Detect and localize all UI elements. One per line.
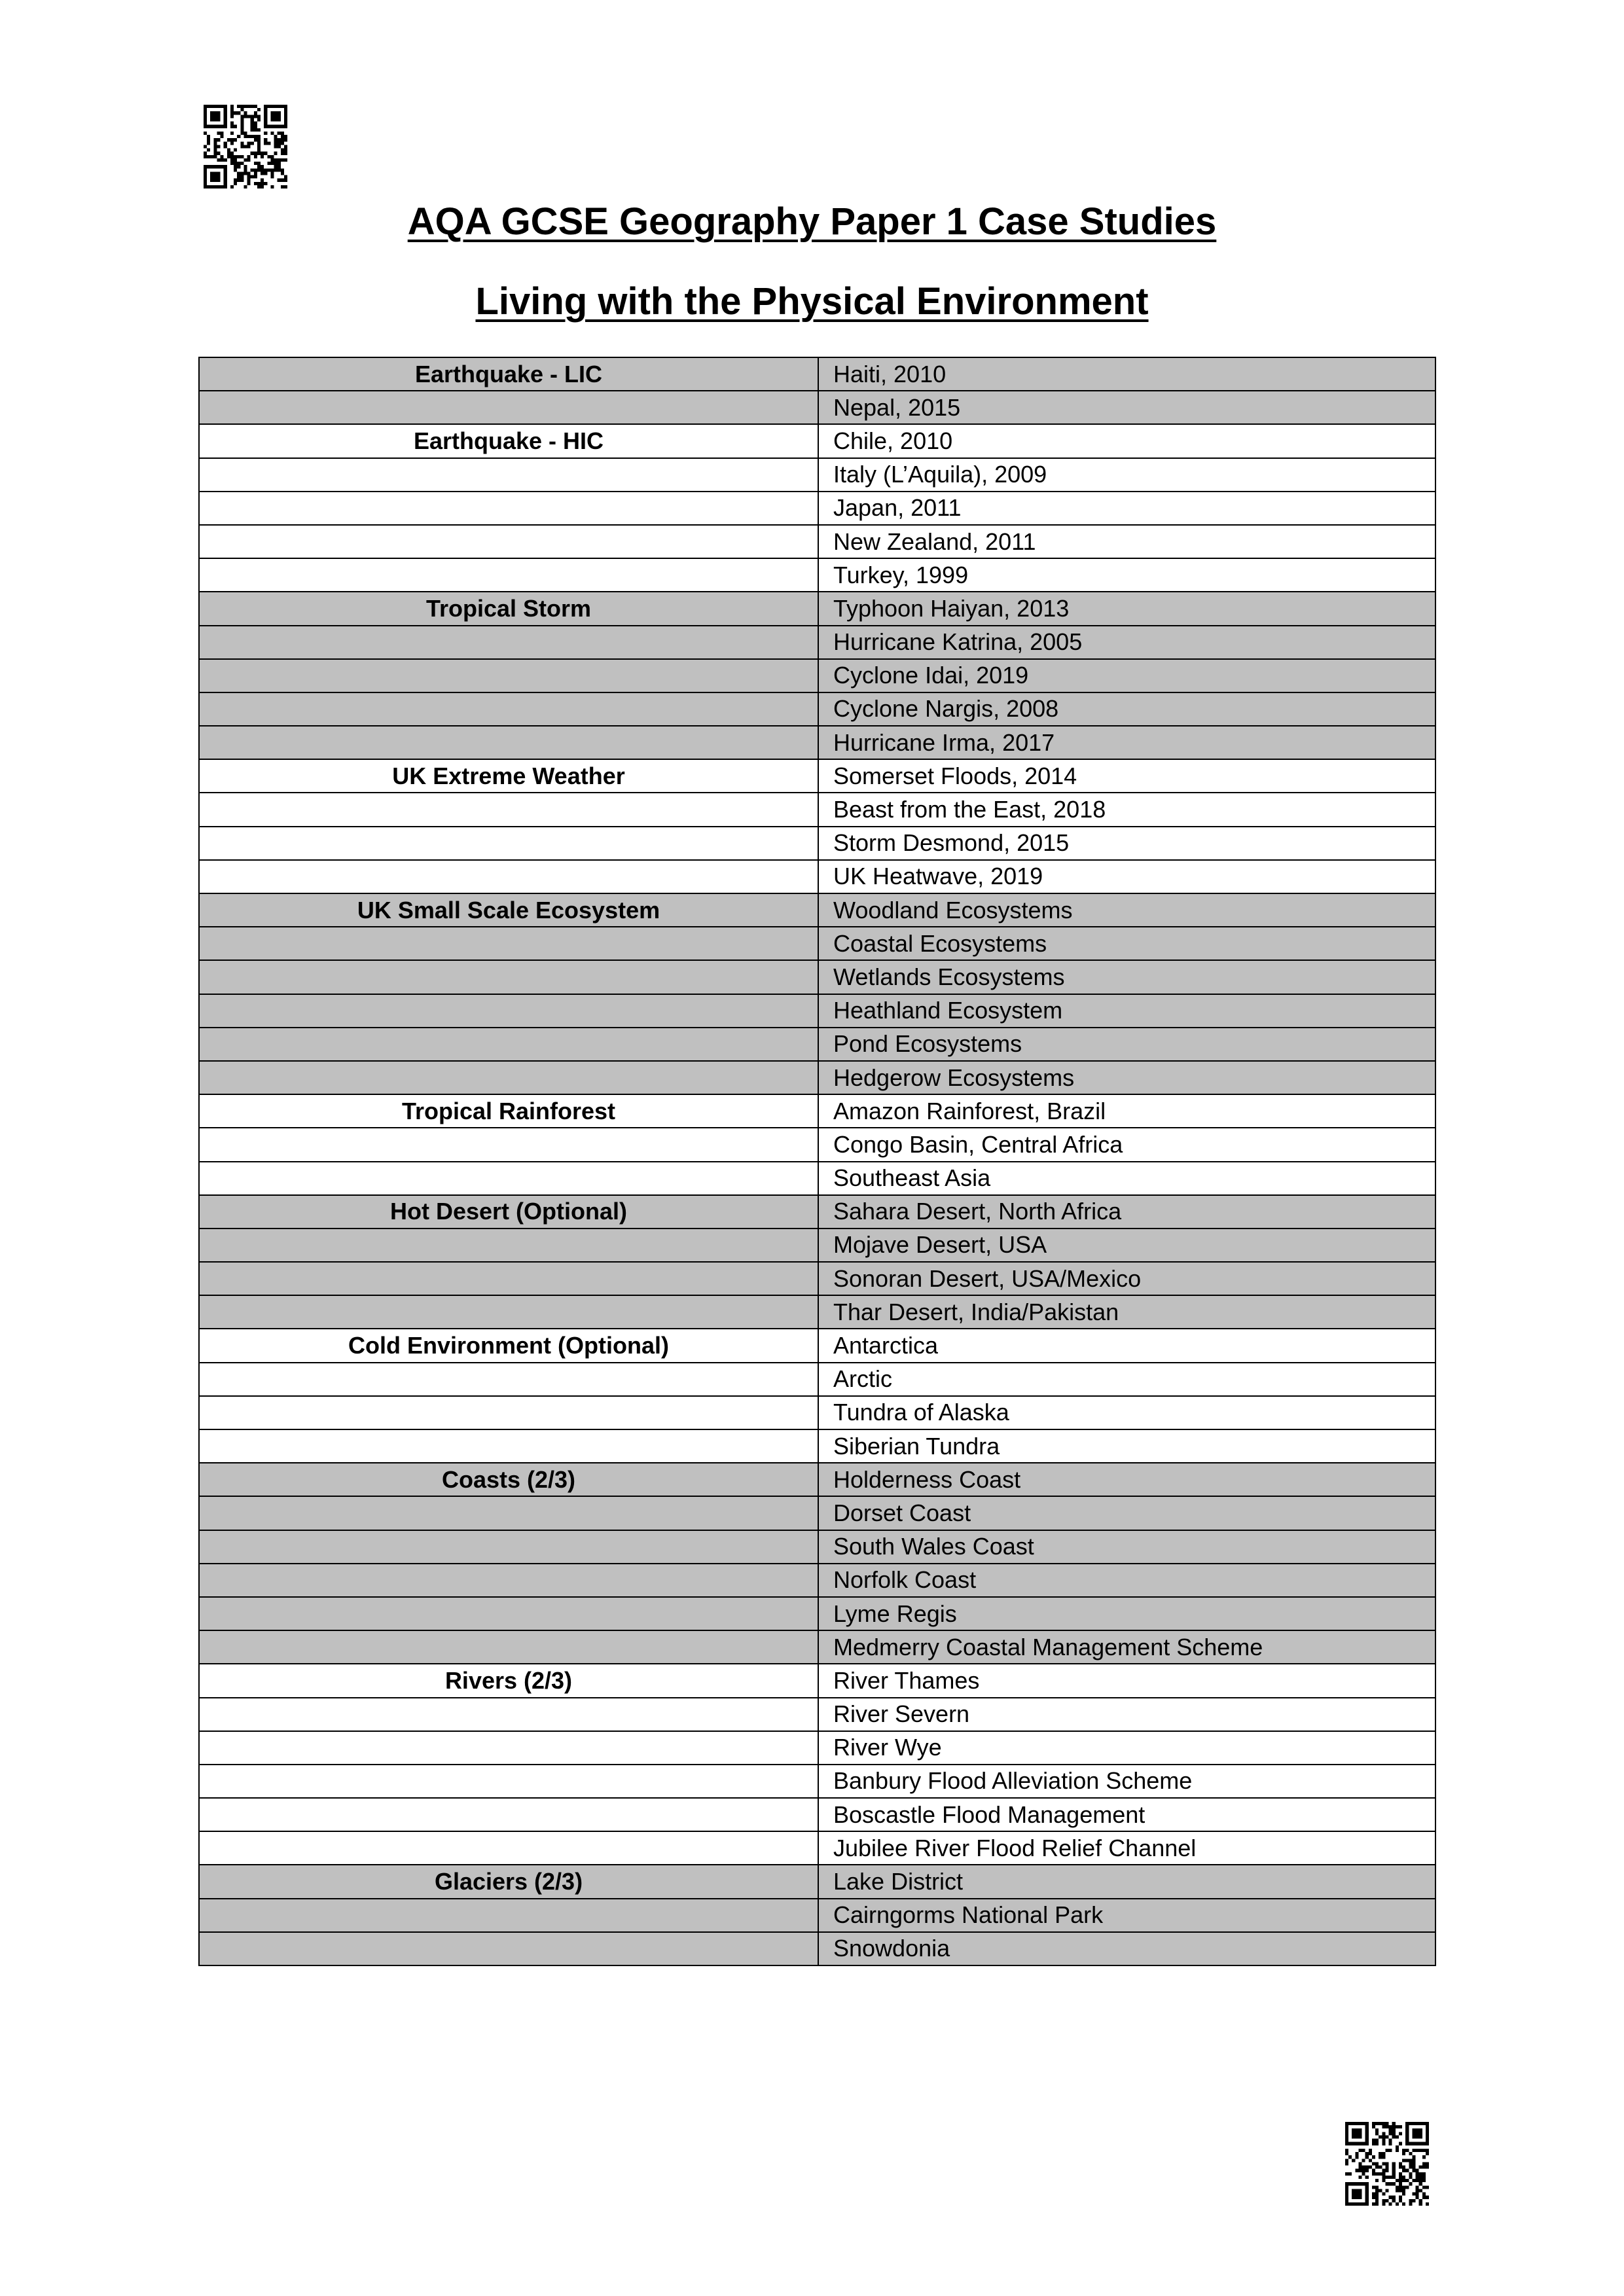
topic-cell: Tropical Storm <box>199 592 818 625</box>
topic-cell-empty <box>199 1798 818 1831</box>
page-subtitle: Living with the Physical Environment <box>475 280 1149 323</box>
case-study-cell: River Wye <box>818 1731 1435 1765</box>
case-study-cell: Siberian Tundra <box>818 1429 1435 1463</box>
table-row <box>199 1363 1435 1396</box>
topic-cell-empty <box>199 1028 818 1061</box>
table-row <box>199 1429 1435 1463</box>
table-row <box>199 759 1435 793</box>
topic-cell: Coasts (2/3) <box>199 1463 818 1496</box>
topic-cell-empty <box>199 726 818 759</box>
case-study-cell: Snowdonia <box>818 1932 1435 1965</box>
topic-cell-empty <box>199 492 818 525</box>
topic-cell-empty <box>199 1765 818 1798</box>
topic-cell-empty <box>199 1162 818 1195</box>
table-row <box>199 994 1435 1028</box>
topic-cell-empty <box>199 1295 818 1329</box>
case-study-cell: Cyclone Idai, 2019 <box>818 659 1435 692</box>
table-row <box>199 525 1435 558</box>
case-study-cell: Typhoon Haiyan, 2013 <box>818 592 1435 625</box>
topic-cell-empty <box>199 1530 818 1564</box>
table-row <box>199 1262 1435 1295</box>
table-row <box>199 1329 1435 1362</box>
table-row <box>199 1899 1435 1932</box>
case-study-cell: Holderness Coast <box>818 1463 1435 1496</box>
table-row <box>199 1664 1435 1697</box>
topic-cell-empty <box>199 558 818 592</box>
case-study-cell: Sahara Desert, North Africa <box>818 1195 1435 1229</box>
topic-cell-empty <box>199 1630 818 1664</box>
topic-cell: Cold Environment (Optional) <box>199 1329 818 1362</box>
topic-cell: Hot Desert (Optional) <box>199 1195 818 1229</box>
case-study-cell: Dorset Coast <box>818 1496 1435 1530</box>
table-row <box>199 726 1435 759</box>
topic-cell-empty <box>199 793 818 826</box>
case-study-cell: Amazon Rainforest, Brazil <box>818 1094 1435 1128</box>
topic-cell: Earthquake - HIC <box>199 424 818 457</box>
case-study-cell: Nepal, 2015 <box>818 391 1435 424</box>
table-row <box>199 626 1435 659</box>
table-row <box>199 1798 1435 1831</box>
table-row <box>199 357 1435 391</box>
case-study-cell: Wetlands Ecosystems <box>818 960 1435 994</box>
topic-cell-empty <box>199 1831 818 1865</box>
topic-cell-empty <box>199 692 818 726</box>
case-study-cell: Antarctica <box>818 1329 1435 1362</box>
table-row <box>199 1061 1435 1094</box>
case-study-cell: Lake District <box>818 1865 1435 1898</box>
topic-cell-empty <box>199 391 818 424</box>
case-study-cell: Beast from the East, 2018 <box>818 793 1435 826</box>
table-row <box>199 1831 1435 1865</box>
case-study-cell: Heathland Ecosystem <box>818 994 1435 1028</box>
topic-cell-empty <box>199 1698 818 1731</box>
table-row <box>199 1765 1435 1798</box>
topic-cell-empty <box>199 525 818 558</box>
qr-code-icon <box>204 105 287 188</box>
case-study-cell: Woodland Ecosystems <box>818 893 1435 927</box>
case-study-cell: River Severn <box>818 1698 1435 1731</box>
table-row <box>199 1229 1435 1262</box>
topic-cell-empty <box>199 626 818 659</box>
case-study-cell: Haiti, 2010 <box>818 357 1435 391</box>
topic-cell: Earthquake - LIC <box>199 357 818 391</box>
case-study-cell: Chile, 2010 <box>818 424 1435 457</box>
topic-cell: UK Extreme Weather <box>199 759 818 793</box>
case-study-cell: Norfolk Coast <box>818 1564 1435 1597</box>
topic-cell-empty <box>199 927 818 960</box>
topic-cell-empty <box>199 1128 818 1161</box>
table-row <box>199 1396 1435 1429</box>
case-study-cell: Jubilee River Flood Relief Channel <box>818 1831 1435 1865</box>
table-row <box>199 424 1435 457</box>
case-study-cell: Banbury Flood Alleviation Scheme <box>818 1765 1435 1798</box>
table-row <box>199 793 1435 826</box>
case-study-cell: Lyme Regis <box>818 1597 1435 1630</box>
table-row <box>199 458 1435 492</box>
topic-cell-empty <box>199 1932 818 1965</box>
topic-cell-empty <box>199 1229 818 1262</box>
table-row <box>199 860 1435 893</box>
table-row <box>199 1195 1435 1229</box>
case-study-cell: Arctic <box>818 1363 1435 1396</box>
topic-cell-empty <box>199 1429 818 1463</box>
topic-cell-empty <box>199 659 818 692</box>
case-study-cell: Congo Basin, Central Africa <box>818 1128 1435 1161</box>
case-study-cell: Southeast Asia <box>818 1162 1435 1195</box>
table-row <box>199 659 1435 692</box>
table-row <box>199 1630 1435 1664</box>
table-row <box>199 391 1435 424</box>
case-studies-table-body <box>199 357 1435 1965</box>
table-row <box>199 1698 1435 1731</box>
topic-cell-empty <box>199 1899 818 1932</box>
table-row <box>199 1496 1435 1530</box>
page-title: AQA GCSE Geography Paper 1 Case Studies <box>407 200 1217 243</box>
case-study-cell: Somerset Floods, 2014 <box>818 759 1435 793</box>
case-study-cell: Japan, 2011 <box>818 492 1435 525</box>
case-study-cell: River Thames <box>818 1664 1435 1697</box>
case-studies-table <box>198 357 1436 1966</box>
table-row <box>199 492 1435 525</box>
table-row <box>199 1094 1435 1128</box>
table-row <box>199 960 1435 994</box>
table-row <box>199 1295 1435 1329</box>
table-row <box>199 1162 1435 1195</box>
topic-cell-empty <box>199 994 818 1028</box>
case-study-cell: Tundra of Alaska <box>818 1396 1435 1429</box>
qr-code-icon <box>1345 2122 1429 2206</box>
table-row <box>199 1564 1435 1597</box>
case-study-cell: Cyclone Nargis, 2008 <box>818 692 1435 726</box>
topic-cell-empty <box>199 860 818 893</box>
topic-cell-empty <box>199 1396 818 1429</box>
topic-cell-empty <box>199 960 818 994</box>
case-study-cell: Italy (L’Aquila), 2009 <box>818 458 1435 492</box>
case-study-cell: Hurricane Katrina, 2005 <box>818 626 1435 659</box>
topic-cell: Tropical Rainforest <box>199 1094 818 1128</box>
table-row <box>199 927 1435 960</box>
case-study-cell: Pond Ecosystems <box>818 1028 1435 1061</box>
table-row <box>199 893 1435 927</box>
case-study-cell: Cairngorms National Park <box>818 1899 1435 1932</box>
case-study-cell: Sonoran Desert, USA/Mexico <box>818 1262 1435 1295</box>
table-row <box>199 558 1435 592</box>
case-study-cell: New Zealand, 2011 <box>818 525 1435 558</box>
case-study-cell: UK Heatwave, 2019 <box>818 860 1435 893</box>
case-study-cell: Hedgerow Ecosystems <box>818 1061 1435 1094</box>
topic-cell: UK Small Scale Ecosystem <box>199 893 818 927</box>
table-row <box>199 1865 1435 1898</box>
topic-cell-empty <box>199 1496 818 1530</box>
table-row <box>199 827 1435 860</box>
case-study-cell: Medmerry Coastal Management Scheme <box>818 1630 1435 1664</box>
table-row <box>199 1731 1435 1765</box>
table-row <box>199 1932 1435 1965</box>
topic-cell-empty <box>199 1564 818 1597</box>
case-study-cell: Coastal Ecosystems <box>818 927 1435 960</box>
table-row <box>199 1530 1435 1564</box>
topic-cell-empty <box>199 1061 818 1094</box>
case-study-cell: South Wales Coast <box>818 1530 1435 1564</box>
case-study-cell: Boscastle Flood Management <box>818 1798 1435 1831</box>
table-row <box>199 1597 1435 1630</box>
topic-cell: Rivers (2/3) <box>199 1664 818 1697</box>
topic-cell-empty <box>199 827 818 860</box>
topic-cell-empty <box>199 1262 818 1295</box>
topic-cell-empty <box>199 1363 818 1396</box>
table-row <box>199 692 1435 726</box>
topic-cell-empty <box>199 458 818 492</box>
case-study-cell: Turkey, 1999 <box>818 558 1435 592</box>
case-study-cell: Storm Desmond, 2015 <box>818 827 1435 860</box>
case-study-cell: Hurricane Irma, 2017 <box>818 726 1435 759</box>
table-row <box>199 592 1435 625</box>
table-row <box>199 1028 1435 1061</box>
case-study-cell: Thar Desert, India/Pakistan <box>818 1295 1435 1329</box>
topic-cell-empty <box>199 1731 818 1765</box>
topic-cell-empty <box>199 1597 818 1630</box>
table-row <box>199 1128 1435 1161</box>
topic-cell: Glaciers (2/3) <box>199 1865 818 1898</box>
table-row <box>199 1463 1435 1496</box>
case-study-cell: Mojave Desert, USA <box>818 1229 1435 1262</box>
